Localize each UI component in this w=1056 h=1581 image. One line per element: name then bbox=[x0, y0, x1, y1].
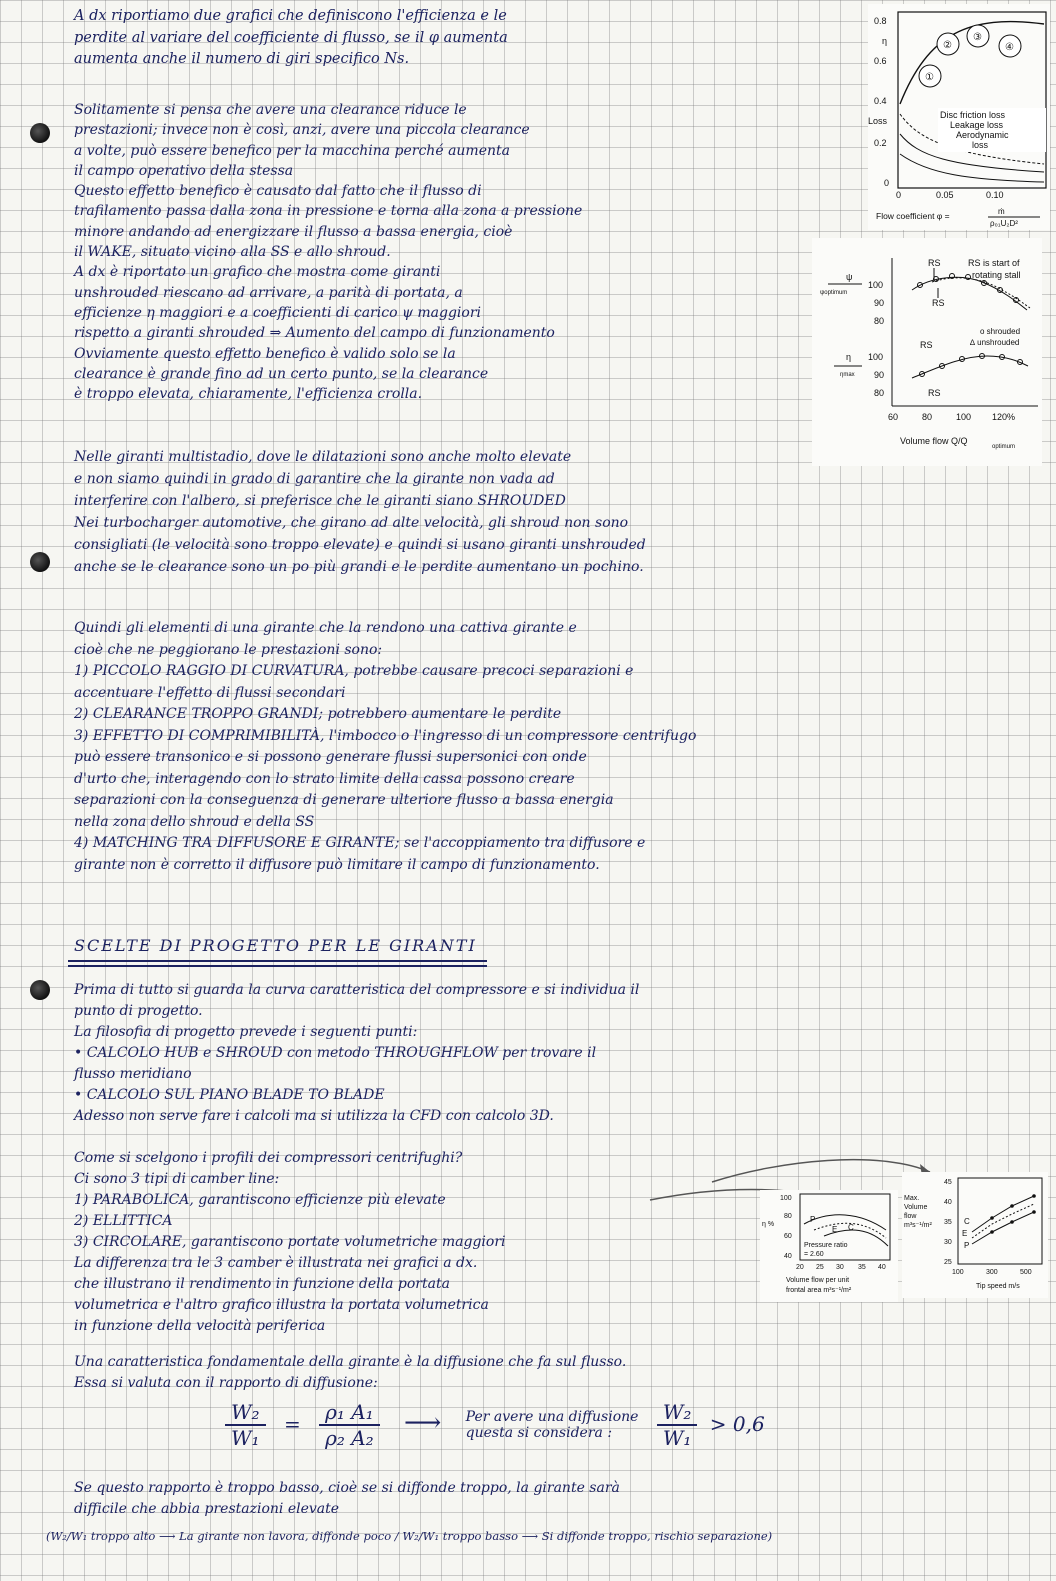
footnote-line bbox=[46, 1526, 1046, 1548]
formula-note bbox=[466, 1409, 639, 1441]
text-line: Come si scelgono i profili dei compressori centrifughi? bbox=[74, 1150, 463, 1166]
shroud-comparison-plot bbox=[812, 238, 1042, 466]
list-item: 2) CLEARANCE TROPPO GRANDI; potrebbero aumentare le perdite bbox=[74, 706, 562, 722]
denominator: W₁ bbox=[662, 1426, 692, 1450]
psi-curve-unshrouded bbox=[932, 278, 1030, 308]
text-line: Essa si valuta con il rapporto di diffusione: bbox=[74, 1375, 378, 1391]
x-axis-label: frontal area m³s⁻¹/m² bbox=[786, 1287, 852, 1294]
section-heading-text: SCELTE DI PROGETTO PER LE GIRANTI bbox=[74, 936, 477, 955]
impeller-icon-label: ④ bbox=[1005, 42, 1014, 53]
list-item: • CALCOLO SUL PIANO BLADE TO BLADE bbox=[74, 1087, 385, 1103]
paragraph-design bbox=[74, 980, 1034, 1127]
text-line: clearance è grande fino ad un certo punto, se la clearance bbox=[74, 365, 489, 382]
impeller-icon-label: ② bbox=[943, 40, 952, 51]
legend-item: Disc friction loss bbox=[940, 110, 1006, 120]
heading-underline bbox=[68, 960, 487, 962]
tick-label: 0.4 bbox=[874, 96, 887, 106]
text-line: è troppo elevata, chiaramente, l'efficienza crolla. bbox=[74, 386, 423, 403]
tick-label: 0 bbox=[896, 190, 902, 200]
text-line: girante non è corretto il diffusore può limitare il campo di funzionamento. bbox=[74, 856, 600, 873]
diffusion-ratio-formula bbox=[225, 1400, 765, 1450]
text-line: nella zona dello shroud e della SS bbox=[74, 813, 315, 830]
text-line: Ci sono 3 tipi di camber line: bbox=[74, 1171, 280, 1187]
fraction-rho-area bbox=[319, 1400, 380, 1450]
curve-parabolic bbox=[804, 1215, 886, 1230]
axis-label: ψ bbox=[846, 272, 853, 282]
y-axis-label: Volume bbox=[904, 1204, 928, 1211]
rs-marker: RS bbox=[932, 298, 945, 308]
list-item: 1) PARABOLICA, garantiscono efficienze più elevate bbox=[74, 1192, 446, 1208]
tick-label: 100 bbox=[780, 1195, 792, 1202]
paragraph-diffusion bbox=[74, 1352, 1034, 1394]
tick-label: 30 bbox=[944, 1239, 952, 1246]
punch-hole bbox=[30, 552, 50, 572]
tick-label: 40 bbox=[944, 1199, 952, 1206]
tick-label: 30 bbox=[836, 1264, 844, 1271]
text-line: che illustrano il rendimento in funzione della portata bbox=[74, 1276, 450, 1292]
tick-label: 35 bbox=[944, 1219, 952, 1226]
text-line: d'urto che, interagendo con lo strato limite della cassa possono creare bbox=[74, 770, 575, 787]
fraction-condition bbox=[657, 1400, 698, 1450]
tick-label: 40 bbox=[878, 1264, 886, 1271]
list-item: 1) PICCOLO RAGGIO DI CURVATURA, potrebbe causare precoci separazioni e bbox=[74, 663, 634, 679]
rs-note: rotating stall bbox=[972, 270, 1021, 280]
eta-curve-shrouded bbox=[912, 356, 1028, 378]
y-axis-label: Max. bbox=[904, 1195, 920, 1202]
text-line: Nei turbocharger automotive, che girano ad alte velocità, gli shroud non sono bbox=[74, 515, 629, 531]
curve-label: E bbox=[832, 1225, 838, 1234]
paragraph-camber bbox=[74, 1148, 764, 1337]
text-line: Questo effetto benefico è causato dal fatto che il flusso di bbox=[74, 183, 482, 200]
aerodynamic-curve bbox=[900, 154, 1044, 182]
axis-label-sub: ηmax bbox=[840, 372, 855, 378]
rs-note: RS is start of bbox=[968, 258, 1020, 268]
text-line: Quindi gli elementi di una girante che la rendono una cattiva girante e bbox=[74, 620, 577, 636]
legend-item: ∆ unshrouded bbox=[970, 338, 1020, 347]
tick-label: 0.2 bbox=[874, 138, 887, 148]
text-line: efficienze η maggiori e a coefficienti di carico ψ maggiori bbox=[74, 304, 481, 321]
text-line: La filosofia di progetto prevede i seguenti punti: bbox=[74, 1024, 418, 1040]
x-axis-frac-num: ṁ bbox=[998, 207, 1005, 216]
text-line: unshrouded riescano ad arrivare, a parità di portata, a bbox=[74, 284, 463, 301]
text-line: Adesso non serve fare i calcoli ma si utilizza la CFD con calcolo 3D. bbox=[74, 1108, 554, 1124]
curve-label: E bbox=[962, 1229, 968, 1238]
impeller-icon-label: ③ bbox=[973, 32, 982, 43]
tick-label: 100 bbox=[956, 412, 972, 422]
list-item: 3) CIRCOLARE, garantiscono portate volumetriche maggiori bbox=[74, 1234, 506, 1250]
text-line: Prima di tutto si guarda la curva caratteristica del compressore e si individua il bbox=[74, 982, 640, 998]
tick-label: 25 bbox=[944, 1259, 952, 1266]
text-line: cioè che ne peggiorano le prestazioni sono: bbox=[74, 641, 383, 658]
list-item: 4) MATCHING TRA DIFFUSORE E GIRANTE; se l'accoppiamento tra diffusore e bbox=[74, 835, 646, 851]
rs-marker: RS bbox=[928, 388, 941, 398]
camber-tipspeed-plot bbox=[902, 1172, 1048, 1298]
rs-marker: RS bbox=[928, 258, 941, 268]
tick-label: 35 bbox=[858, 1264, 866, 1271]
text-line: La differenza tra le 3 camber è illustrata nei grafici a dx. bbox=[74, 1255, 478, 1271]
paragraph-conclusion bbox=[74, 1478, 1034, 1520]
curve-label: C bbox=[848, 1223, 854, 1232]
x-axis-label-sub: optimum bbox=[992, 444, 1016, 450]
list-item: 2) ELLITTICA bbox=[74, 1213, 173, 1229]
curve-label: C bbox=[964, 1217, 970, 1226]
heading-underline bbox=[68, 965, 487, 967]
tick-label: 0.05 bbox=[936, 190, 954, 200]
loss-efficiency-plot bbox=[868, 4, 1050, 230]
paragraph-intro bbox=[74, 6, 864, 71]
line-parabolic bbox=[972, 1212, 1034, 1244]
text-line: A dx è riportato un grafico che mostra come giranti bbox=[74, 264, 441, 281]
text-line: il campo operativo della stessa bbox=[74, 162, 294, 179]
axis-label-sub: ψoptimum bbox=[820, 290, 848, 296]
axis-label: Loss bbox=[868, 116, 888, 126]
tick-label: 25 bbox=[816, 1264, 824, 1271]
text-line: rispetto a giranti shrouded ⇒ Aumento del campo di funzionamento bbox=[74, 325, 555, 342]
paragraph-bad-impeller bbox=[74, 618, 1034, 876]
legend-item: o shrouded bbox=[980, 327, 1021, 336]
eta-points bbox=[920, 354, 1023, 377]
punch-hole bbox=[30, 980, 50, 1000]
denominator: W₁ bbox=[231, 1426, 260, 1450]
x-axis-label: Volume flow per unit bbox=[786, 1277, 850, 1284]
text-line: Ovviamente questo effetto benefico è valido solo se la bbox=[74, 345, 456, 362]
text-line: può essere transonico e si possono generare flussi supersonici con onde bbox=[74, 749, 587, 765]
text-line: interferire con l'albero, si preferisce che le giranti siano SHROUDED bbox=[74, 493, 566, 509]
text-line: perdite al variare del coefficiente di flusso, se il φ aumenta bbox=[74, 29, 508, 46]
list-item: • CALCOLO HUB e SHROUD con metodo THROUGHFLOW per trovare il bbox=[74, 1045, 597, 1061]
pressure-ratio-label: Pressure ratio bbox=[804, 1242, 848, 1249]
tick-label: 90 bbox=[874, 298, 885, 308]
pressure-ratio-value: = 2.60 bbox=[804, 1251, 824, 1258]
text-line: separazioni con la conseguenza di generare ulteriore flusso a bassa energia bbox=[74, 792, 614, 808]
tick-label: 90 bbox=[874, 370, 885, 380]
text-line: aumenta anche il numero di giri specifico Ns. bbox=[74, 51, 410, 67]
denominator: ρ₂ A₂ bbox=[325, 1426, 374, 1450]
legend-item: loss bbox=[972, 140, 989, 150]
punch-hole bbox=[30, 123, 50, 143]
loss-efficiency-figure bbox=[868, 4, 1050, 230]
text-line: accentuare l'effetto di flussi secondari bbox=[74, 684, 346, 701]
text-line: il WAKE, situato vicino alla SS e allo shroud. bbox=[74, 244, 391, 261]
text-line: consigliati (le velocità sono troppo elevate) e quindi si usano giranti unshrouded bbox=[74, 537, 646, 553]
line-elliptic bbox=[972, 1204, 1034, 1238]
numerator: ρ₁ A₁ bbox=[319, 1400, 380, 1426]
text-line: difficile che abbia prestazioni elevate bbox=[74, 1501, 340, 1517]
tick-label: 20 bbox=[796, 1264, 804, 1271]
text-line: punto di progetto. bbox=[74, 1003, 203, 1019]
numerator: W₂ bbox=[225, 1400, 266, 1426]
x-axis-label: Volume flow Q/Q bbox=[900, 436, 968, 446]
tick-label: 0.6 bbox=[874, 56, 887, 66]
tick-label: 100 bbox=[868, 352, 884, 362]
section-heading bbox=[74, 936, 477, 955]
text-line: Una caratteristica fondamentale della girante è la diffusione che fa sul flusso. bbox=[74, 1354, 627, 1370]
tick-label: 100 bbox=[868, 280, 884, 290]
tick-label: 40 bbox=[784, 1253, 792, 1260]
text-line: Se questo rapporto è troppo basso, cioè se si diffonde troppo, la girante sarà bbox=[74, 1480, 620, 1496]
tick-label: 0.10 bbox=[986, 190, 1004, 200]
axis-label: η bbox=[846, 352, 852, 362]
tick-label: 80 bbox=[922, 412, 933, 422]
note-line: Per avere una diffusione bbox=[465, 1409, 639, 1425]
tick-label: 45 bbox=[944, 1179, 952, 1186]
camber-efficiency-figure bbox=[760, 1190, 898, 1302]
tick-label: 100 bbox=[952, 1269, 964, 1276]
tick-label: 60 bbox=[784, 1233, 792, 1240]
rs-marker: RS bbox=[920, 340, 933, 350]
list-item: 3) EFFETTO DI COMPRIMIBILITÀ, l'imbocco o l'ingresso di un compressore centrifugo bbox=[74, 727, 697, 744]
tick-label: 0.8 bbox=[874, 16, 887, 26]
shroud-comparison-figure bbox=[812, 238, 1042, 466]
text-line: Nelle giranti multistadio, dove le dilatazioni sono anche molto elevate bbox=[74, 449, 572, 465]
tick-label: 80 bbox=[874, 316, 885, 326]
y-axis-label: flow bbox=[904, 1213, 917, 1220]
tick-label: 0 bbox=[884, 178, 890, 188]
tick-label: 500 bbox=[1020, 1269, 1032, 1276]
arrow-symbol: ⟶ bbox=[404, 1407, 442, 1438]
impeller-icon-label: ① bbox=[925, 72, 934, 83]
note-line: questa si considera : bbox=[465, 1425, 613, 1441]
curve-label: P bbox=[964, 1241, 970, 1250]
x-axis-frac-den: ρ₀₁U₂D² bbox=[990, 219, 1018, 228]
legend-item: Aerodynamic bbox=[956, 130, 1009, 140]
y-axis-label: m³s⁻¹/m² bbox=[904, 1222, 932, 1229]
legend-item: Leakage loss bbox=[950, 120, 1004, 130]
paragraph-clearance bbox=[74, 100, 864, 404]
text-line: A dx riportiamo due grafici che definiscono l'efficienza e le bbox=[74, 8, 507, 24]
tick-label: 60 bbox=[888, 412, 899, 422]
equals-sign: = bbox=[283, 1411, 301, 1436]
numerator: W₂ bbox=[657, 1400, 698, 1426]
fraction-w2-w1 bbox=[225, 1400, 266, 1450]
y-axis-label: η % bbox=[762, 1221, 775, 1228]
tick-label: 300 bbox=[986, 1269, 998, 1276]
camber-tipspeed-figure bbox=[902, 1172, 1048, 1298]
psi-curve-shrouded bbox=[912, 277, 1027, 310]
text-line: flusso meridiano bbox=[74, 1066, 192, 1082]
axis-label: η bbox=[882, 36, 888, 46]
plot-frame bbox=[958, 1178, 1042, 1264]
text-line: Solitamente si pensa che avere una clearance riduce le bbox=[74, 102, 467, 118]
text-line: (W₂/W₁ troppo alto ⟶ La girante non lavora, diffonde poco / W₂/W₁ troppo basso ⟶ Si diffonde troppo, rischio separazione) bbox=[46, 1529, 773, 1543]
camber-efficiency-plot bbox=[760, 1190, 898, 1302]
condition-value: > 0,6 bbox=[709, 1411, 765, 1436]
text-line: minore andando ad energizzare il flusso a bassa energia, cioè bbox=[74, 223, 513, 240]
curve-label: P bbox=[810, 1215, 816, 1224]
tick-label: 120% bbox=[992, 412, 1016, 422]
tick-label: 80 bbox=[784, 1213, 792, 1220]
text-line: volumetrica e l'altro grafico illustra la portata volumetrica bbox=[74, 1297, 489, 1313]
text-line: prestazioni; invece non è così, anzi, avere una piccola clearance bbox=[74, 122, 530, 139]
text-line: in funzione della velocità periferica bbox=[74, 1318, 326, 1334]
text-line: trafilamento passa dalla zona in pressione e torna alla zona a pressione bbox=[74, 203, 583, 220]
text-line: a volte, può essere benefico per la macchina perché aumenta bbox=[74, 142, 510, 159]
x-axis-label: Flow coefficient φ = bbox=[876, 211, 950, 221]
x-axis-label: Tip speed m/s bbox=[976, 1283, 1020, 1290]
text-line: anche se le clearance sono un po più grandi e le perdite aumentano un pochino. bbox=[74, 559, 644, 575]
tick-label: 80 bbox=[874, 388, 885, 398]
text-line: e non siamo quindi in grado di garantire che la girante non vada ad bbox=[74, 471, 555, 487]
